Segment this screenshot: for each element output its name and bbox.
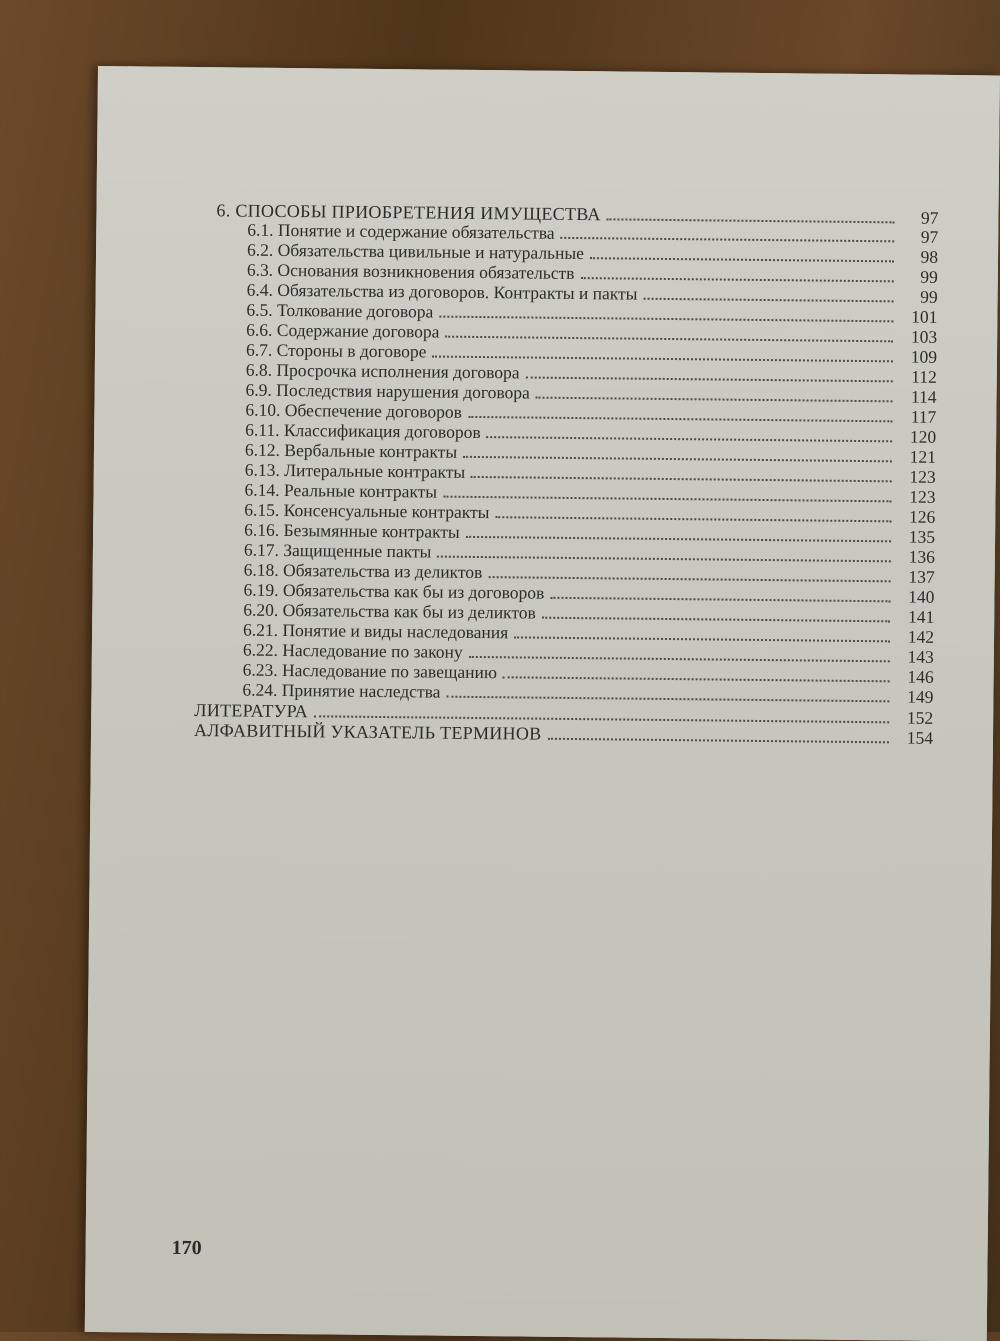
leader-dots bbox=[495, 515, 891, 522]
toc-page-number: 112 bbox=[911, 366, 937, 387]
leader-dots bbox=[439, 315, 893, 323]
toc-label: 6.17. Защищенные пакты bbox=[243, 539, 432, 562]
toc-label: 6.5. Толкование договора bbox=[246, 299, 434, 322]
toc-label: 6.20. Обязательства как бы из деликтов bbox=[243, 599, 536, 623]
toc-page-number: 154 bbox=[906, 727, 934, 748]
leader-dots bbox=[580, 276, 893, 282]
toc-page-number: 135 bbox=[908, 526, 936, 547]
toc-page-number: 99 bbox=[920, 286, 938, 307]
toc-label: 6.22. Наследование по закону bbox=[242, 639, 463, 662]
leader-dots bbox=[550, 596, 890, 603]
book-page bbox=[85, 66, 1000, 1341]
toc-page-number: 152 bbox=[906, 707, 934, 728]
toc-page-number: 136 bbox=[908, 546, 936, 567]
toc-label: АЛФАВИТНЫЙ УКАЗАТЕЛЬ ТЕРМИНОВ bbox=[193, 720, 542, 744]
toc-label: 6.8. Просрочка исполнения договора bbox=[245, 359, 520, 383]
leader-dots bbox=[514, 635, 890, 642]
toc-page-number: 137 bbox=[908, 566, 935, 587]
toc-label: 6. СПОСОБЫ ПРИОБРЕТЕНИЯ ИМУЩЕСТВА bbox=[216, 200, 601, 225]
toc-page-number: 97 bbox=[920, 226, 939, 247]
leader-dots bbox=[445, 335, 893, 343]
toc-label: 6.2. Обязательства цивильные и натуральные bbox=[246, 239, 585, 264]
leader-dots bbox=[536, 396, 893, 403]
toc-page-number: 103 bbox=[910, 326, 938, 347]
leader-dots bbox=[547, 737, 889, 744]
toc-label: 6.6. Содержание договора bbox=[246, 319, 440, 342]
leader-dots bbox=[446, 695, 889, 703]
toc-page-number: 123 bbox=[909, 466, 936, 487]
toc-page-number: 143 bbox=[907, 646, 934, 667]
toc-page-number: 101 bbox=[911, 306, 938, 327]
leader-dots bbox=[643, 297, 893, 303]
toc-label: 6.15. Консенсуальные контракты bbox=[244, 499, 490, 523]
leader-dots bbox=[590, 256, 894, 262]
leader-dots bbox=[437, 555, 891, 563]
leader-dots bbox=[561, 236, 895, 242]
leader-dots bbox=[488, 575, 890, 582]
toc-label: 6.23. Наследование по завещанию bbox=[242, 659, 498, 683]
toc-page-number: 120 bbox=[909, 426, 937, 447]
toc-label: 6.3. Основания возникновения обязательств bbox=[246, 259, 575, 284]
toc-page-number: 149 bbox=[907, 686, 934, 707]
toc-label: 6.24. Принятие наследства bbox=[242, 679, 441, 702]
toc-page-number: 109 bbox=[910, 346, 938, 367]
toc-page-number: 141 bbox=[907, 606, 935, 627]
leader-dots bbox=[487, 435, 893, 442]
leader-dots bbox=[526, 375, 893, 382]
leader-dots bbox=[463, 455, 892, 462]
leader-dots bbox=[466, 535, 891, 542]
toc-page-number: 98 bbox=[920, 246, 939, 267]
toc-label: 6.16. Безымянные контракты bbox=[244, 519, 460, 542]
leader-dots bbox=[607, 217, 895, 223]
table-of-contents bbox=[98, 66, 1000, 748]
leader-dots bbox=[469, 655, 890, 662]
page-number: 170 bbox=[171, 1236, 202, 1260]
toc-label: ЛИТЕРАТУРА bbox=[194, 700, 309, 722]
leader-dots bbox=[432, 355, 893, 363]
toc-label: 6.10. Обеспечение договоров bbox=[245, 399, 463, 422]
leader-dots bbox=[471, 475, 892, 482]
leader-dots bbox=[542, 616, 890, 623]
toc-page-number: 97 bbox=[920, 207, 939, 228]
toc-page-number: 146 bbox=[907, 666, 934, 687]
toc-page-number: 126 bbox=[908, 506, 936, 527]
leader-dots bbox=[443, 495, 891, 503]
toc-label: 6.4. Обязательства из договоров. Контракты и пакты bbox=[246, 279, 638, 304]
toc-label: 6.14. Реальные контракты bbox=[244, 479, 438, 502]
toc-label: 6.7. Стороны в договоре bbox=[245, 339, 427, 362]
toc-page-number: 117 bbox=[910, 406, 937, 427]
toc-label: 6.19. Обязательства как бы из договоров bbox=[243, 579, 545, 603]
toc-page-number: 121 bbox=[909, 446, 937, 467]
toc-page-number: 114 bbox=[910, 386, 937, 407]
toc-page-number: 142 bbox=[907, 626, 935, 647]
toc-label: 6.21. Понятие и виды наследования bbox=[243, 619, 509, 643]
toc-label: 6.18. Обязательства из деликтов bbox=[243, 559, 483, 583]
toc-page-number: 99 bbox=[920, 266, 938, 287]
toc-label: 6.11. Классификация договоров bbox=[245, 419, 481, 443]
leader-dots bbox=[468, 415, 892, 422]
toc-label: 6.1. Понятие и содержание обязательства bbox=[247, 219, 555, 243]
leader-dots bbox=[503, 675, 890, 682]
toc-label: 6.13. Литеральные контракты bbox=[244, 459, 466, 482]
toc-label: 6.12. Вербальные контракты bbox=[244, 439, 458, 462]
toc-page-number: 123 bbox=[909, 486, 936, 507]
toc-page-number: 140 bbox=[908, 586, 935, 607]
toc-label: 6.9. Последствия нарушения договора bbox=[245, 379, 530, 403]
